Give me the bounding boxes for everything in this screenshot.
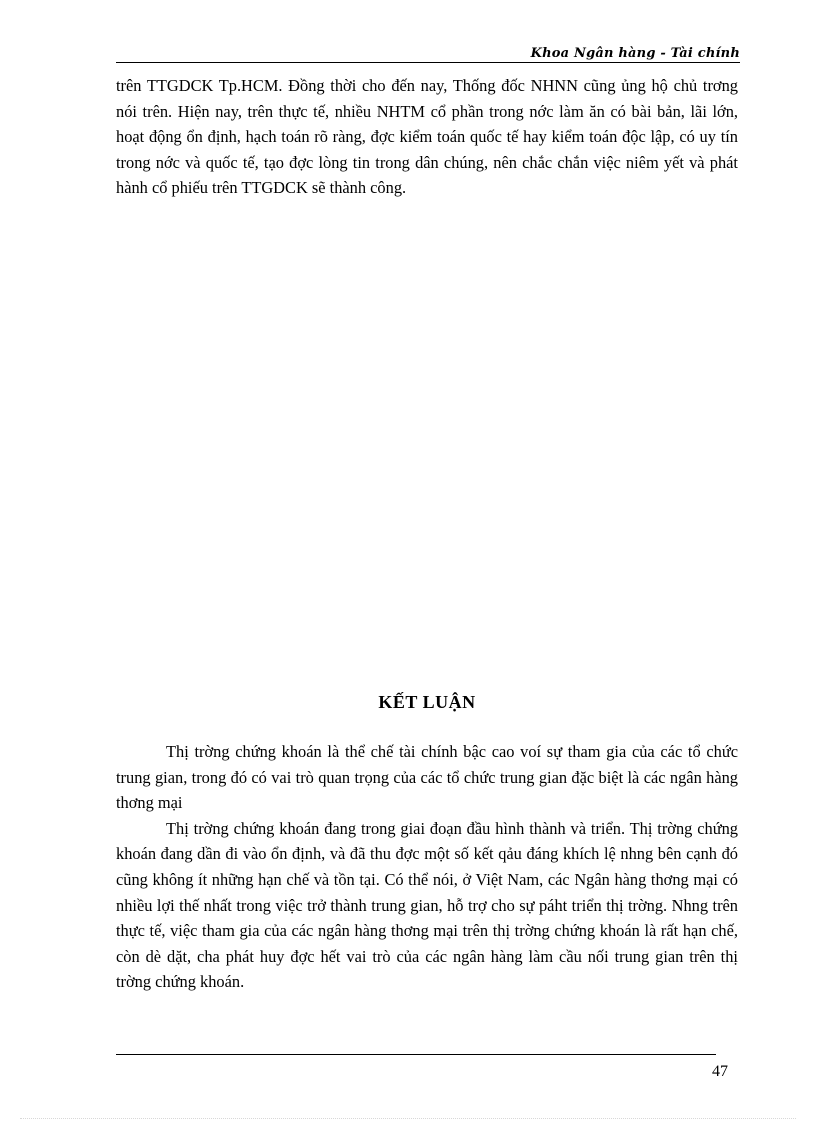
header-title: Khoa Ngân hàng - Tài chính	[530, 46, 740, 61]
conclusion-paragraph: Thị trờng chứng khoán là thể chế tài chính bậc cao voí sự tham gia của các tổ chức trung gian, trong đó có vai trò quan trọng của các tổ chức trung gian đặc biệt là các ngân hàng thơng mại	[116, 742, 738, 813]
conclusion-paragraph: Thị trờng chứng khoán đang trong giai đoạn đầu hình thành và triển. Thị trờng chứng khoán đang dần đi vào ổn định, và đã thu đợc một số kết qảu đáng khích lệ nhng bên cạnh đó cũng không ít những hạn chế và tồn tại. Có thể nói, ở Việt Nam, các Ngân hàng thơng mại có nhiều lợi thế nhất trong việc trở thành trung gian, hỗ trợ cho sự páht triển thị trờng. Nhng trên thực tế, việc tham gia của các ngân hàng thơng mại trên thị trờng chứng khoán là rất hạn chế, còn dè dặt, cha phát huy đợc hết vai trò của các ngân hàng làm cầu nối trung gian trên thị trờng chứng khoán.	[116, 818, 738, 992]
intro-paragraph: trên TTGDCK Tp.HCM. Đồng thời cho đến nay, Thống đốc NHNN cũng ủng hộ chủ trơng nói trên. Hiện nay, trên thực tế, nhiều NHTM cổ phần trong nớc làm ăn có bài bản, lãi lớn, hoạt động ổn định, hạch toán rõ ràng, đợc kiểm toán quốc tế hay kiểm toán độc lập, có uy tín trong nớc và quốc tế, tạo đợc lòng tin trong dân chúng, nên chắc chắn việc niêm yết và phát hành cổ phiếu trên TTGDCK sẽ thành công.	[116, 76, 738, 198]
intro-section	[116, 73, 738, 201]
header-rule	[116, 62, 740, 63]
footer-rule	[116, 1054, 716, 1055]
page-edge-divider	[20, 1118, 796, 1119]
page-number: 47	[712, 1063, 728, 1080]
section-heading: KẾT LUẬN	[378, 692, 476, 712]
conclusion-section	[116, 739, 738, 995]
